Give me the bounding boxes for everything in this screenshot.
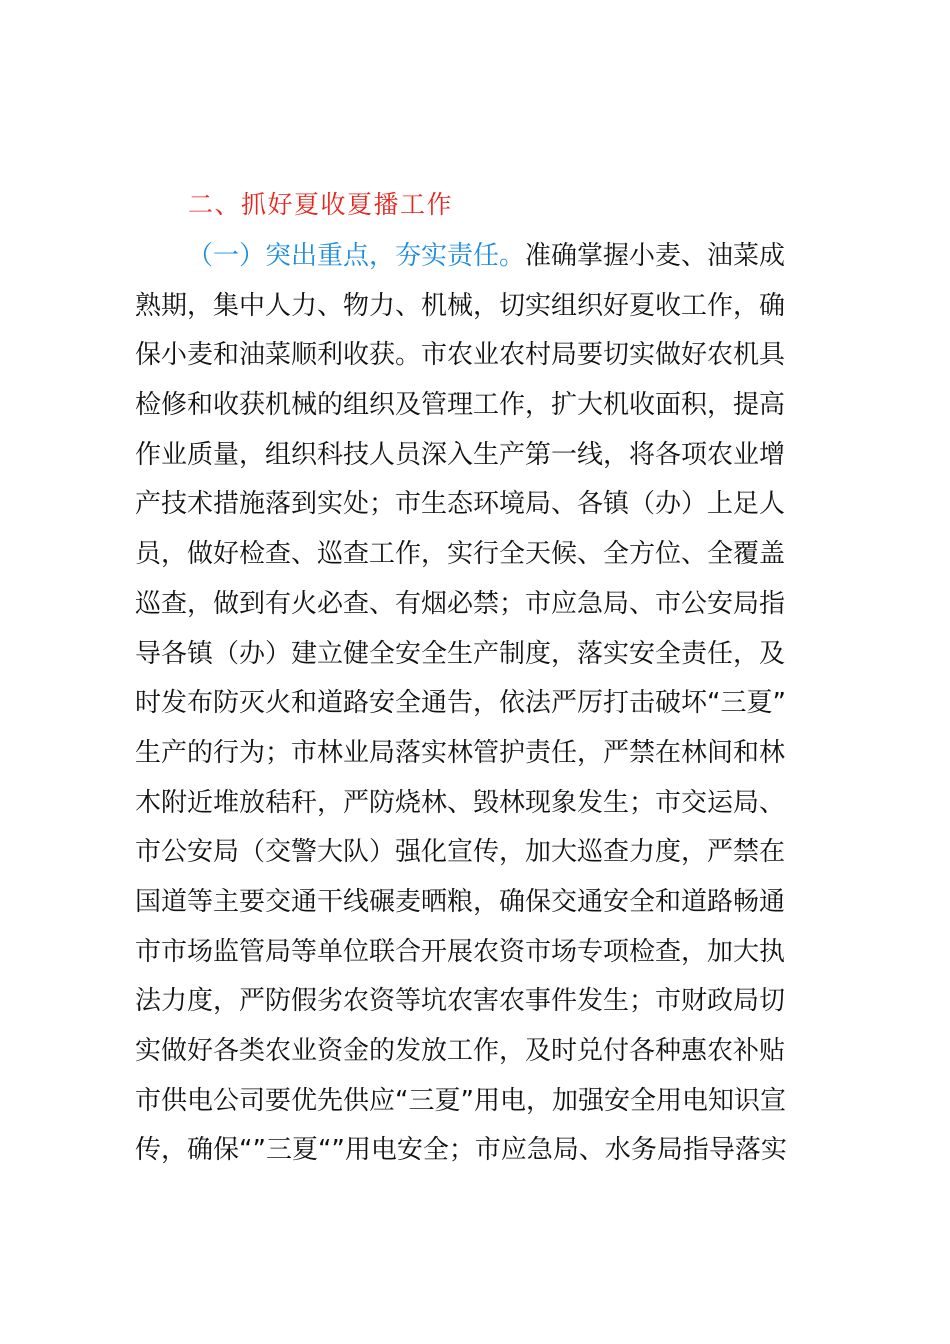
paragraph-line: 巡查，做到有火必查、有烟必禁；市应急局、市公安局指 xyxy=(135,588,786,619)
paragraph-line: 保小麦和油菜顺利收获。市农业农村局要切实做好农机具 xyxy=(135,340,786,371)
paragraph-line: 熟期，集中人力、物力、机械，切实组织好夏收工作，确 xyxy=(135,290,786,321)
paragraph-line: 国道等主要交通干线碾麦晒粮，确保交通安全和道路畅通 xyxy=(135,886,786,917)
section-heading: 二、抓好夏收夏播工作 xyxy=(188,190,454,219)
paragraph-line: 市市场监管局等单位联合开展农资市场专项检查，加大执 xyxy=(135,936,786,967)
paragraph-line: 导各镇（办）建立健全安全生产制度，落实安全责任，及 xyxy=(135,638,786,669)
paragraph-line: 作业质量，组织科技人员深入生产第一线，将各项农业增 xyxy=(135,439,786,470)
paragraph-line: 实做好各类农业资金的发放工作，及时兑付各种惠农补贴 xyxy=(135,1036,786,1066)
paragraph-line: 生产的行为；市林业局落实林管护责任，严禁在林间和林 xyxy=(135,737,786,768)
paragraph-line: 时发布防灭火和道路安全通告，依法严厉打击破坏“三夏” xyxy=(135,688,786,719)
paragraph-line: 市公安局（交警大队）强化宣传，加大巡查力度，严禁在 xyxy=(135,837,786,868)
paragraph-line: 市供电公司要优先供应“三夏”用电，加强安全用电知识宣 xyxy=(135,1085,786,1116)
paragraph-line: 员，做好检查、巡查工作，实行全天候、全方位、全覆盖 xyxy=(135,539,786,570)
paragraph-line: 检修和收获机械的组织及管理工作，扩大机收面积，提高 xyxy=(135,390,786,421)
body-paragraph xyxy=(135,232,835,1176)
paragraph-line xyxy=(135,232,835,282)
paragraph-line: 木附近堆放秸秆，严防烧林、毁林现象发生；市交运局、 xyxy=(135,787,786,818)
subsection-heading: （一）突出重点，夯实责任。 xyxy=(187,241,526,271)
paragraph-line: 法力度，严防假劣农资等坑农害农事件发生；市财政局切 xyxy=(135,986,786,1017)
paragraph-line: 传，确保“”三夏“”用电安全；市应急局、水务局指导落实 xyxy=(135,1135,787,1166)
paragraph-line-text: 准确掌握小麦、油菜成 xyxy=(525,241,786,271)
paragraph-line: 产技术措施落到实处；市生态环境局、各镇（办）上足人 xyxy=(135,489,786,520)
